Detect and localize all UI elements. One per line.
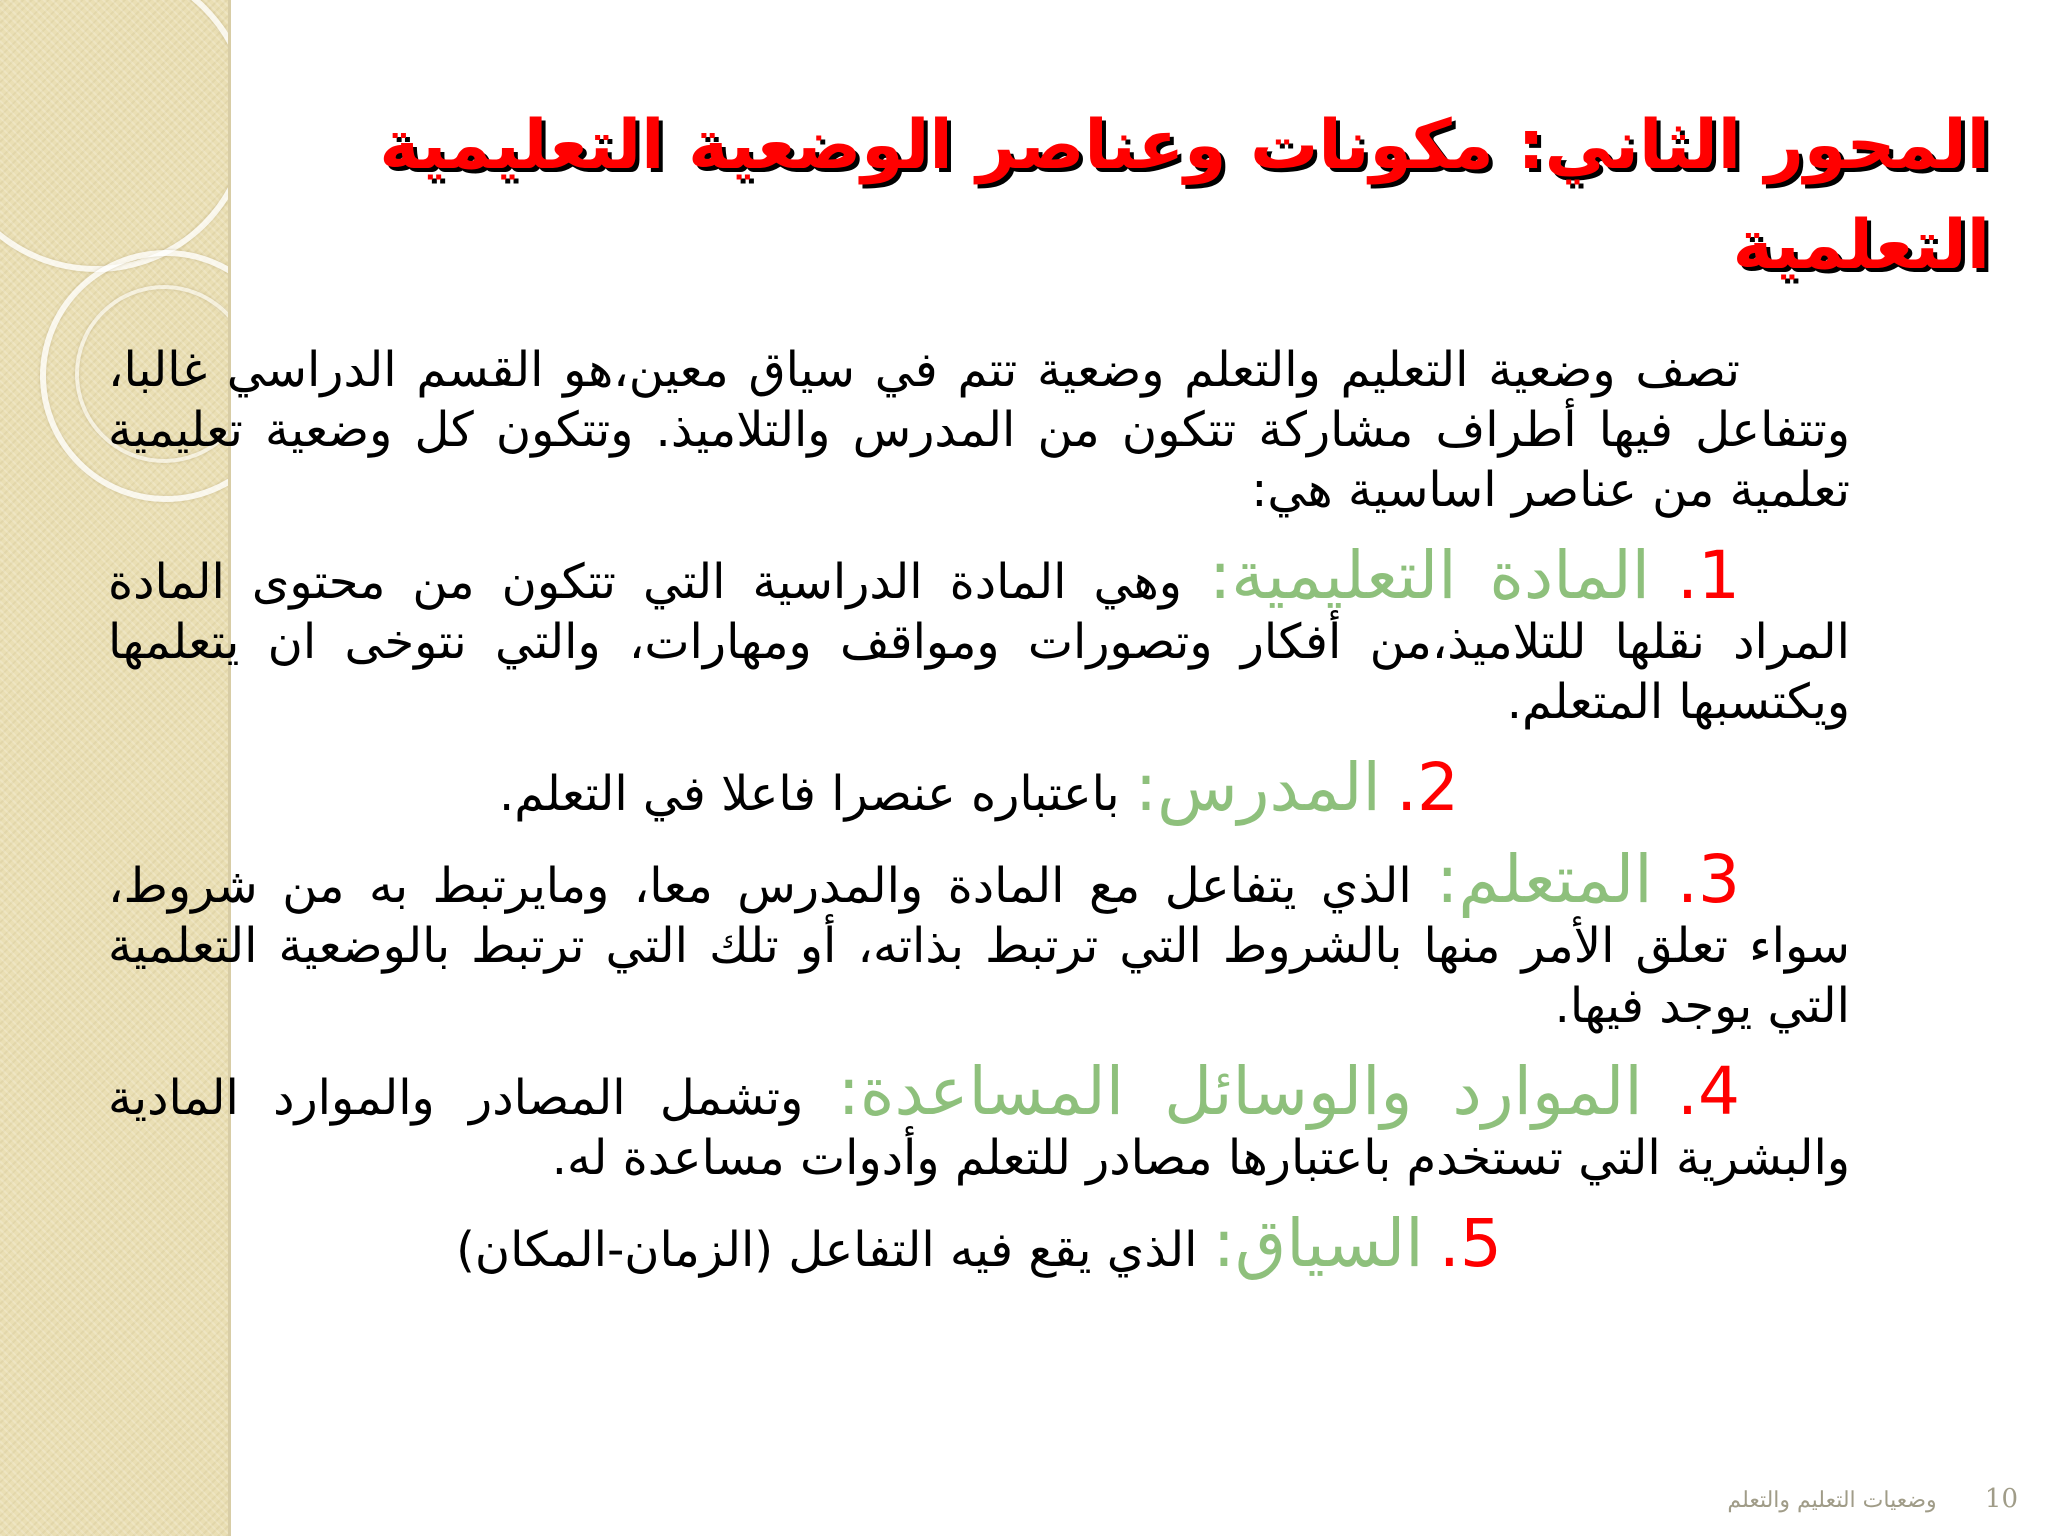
item-term: الموارد والوسائل المساعدة: bbox=[837, 1053, 1643, 1130]
slide-footer bbox=[1727, 1484, 2018, 1514]
list-item-4 bbox=[108, 1053, 1850, 1188]
slide-body bbox=[108, 340, 1850, 1306]
item-number: 2. bbox=[1396, 749, 1460, 826]
item-term: السياق: bbox=[1212, 1205, 1424, 1282]
item-number: 4. bbox=[1677, 1053, 1740, 1130]
item-text: الذي يقع فيه التفاعل (الزمان-المكان) bbox=[456, 1222, 1198, 1278]
item-text: وتشمل المصادر والموارد المادية والبشرية التي تستخدم باعتبارها مصادر للتعلم وأدوات مساعدة له. bbox=[108, 1070, 1850, 1186]
item-number: 1. bbox=[1677, 537, 1740, 614]
decorative-ring bbox=[0, 0, 228, 272]
item-term: المادة التعليمية: bbox=[1208, 537, 1651, 614]
item-term: المتعلم: bbox=[1436, 841, 1653, 918]
item-text: وهي المادة الدراسية التي تتكون من محتوى المادة المراد نقلها للتلاميذ،من أفكار وتصورات ومواقف ومهارات، والتي نتوخى ان يتعلمها ويكتسبها المتعلم. bbox=[108, 554, 1850, 730]
list-item-1 bbox=[108, 537, 1850, 732]
slide-title: المحور الثاني: مكونات وعناصر الوضعية التعليمية التعلمية bbox=[379, 106, 1990, 285]
item-term: المدرس: bbox=[1134, 749, 1381, 826]
item-text: الذي يتفاعل مع المادة والمدرس معا، ومايرتبط به من شروط، سواء تعلق الأمر منها بالشروط التي ترتبط بذاته، أو تلك التي ترتبط بالوضعية التعلمية التي يوجد فيها. bbox=[108, 858, 1850, 1034]
item-number: 5. bbox=[1438, 1205, 1502, 1282]
intro-paragraph: تصف وضعية التعليم والتعلم وضعية تتم في سياق معين،هو القسم الدراسي غالبا، وتتفاعل فيها أطراف مشاركة تتكون من المدرس والتلاميذ. وتتكون كل وضعية تعليمية تعلمية من عناصر اساسية هي: bbox=[108, 342, 1850, 518]
list-item-5 bbox=[108, 1205, 1850, 1282]
item-text: باعتباره عنصرا فاعلا في التعلم. bbox=[498, 766, 1120, 822]
page-number: 10 bbox=[1984, 1484, 2018, 1514]
item-number: 3. bbox=[1677, 841, 1740, 918]
list-item-2 bbox=[108, 749, 1850, 826]
footer-caption: وضعيات التعليم والتعلم bbox=[1727, 1488, 1937, 1513]
list-item-3 bbox=[108, 841, 1850, 1036]
